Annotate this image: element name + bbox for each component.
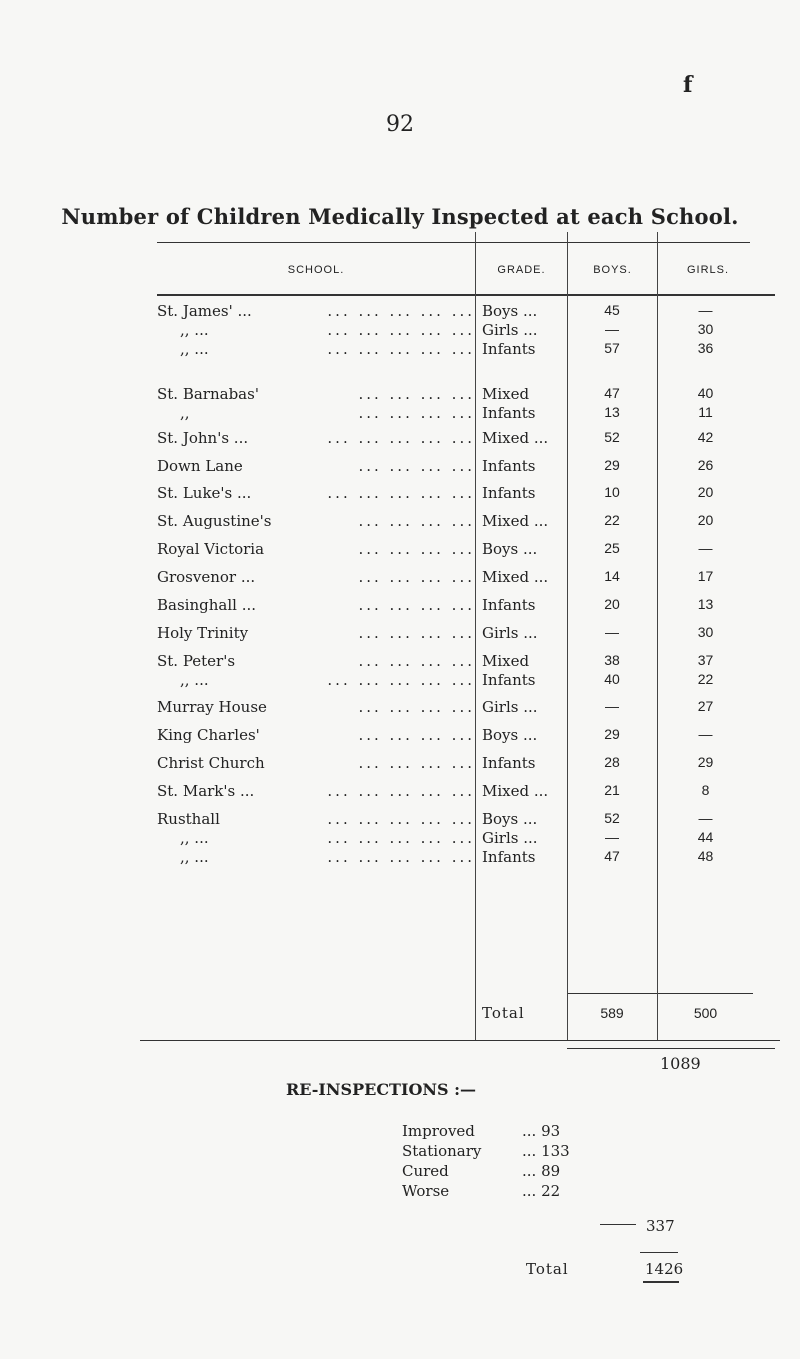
leader-dots: ... ... ... ... [358,698,475,716]
reinspection-row [402,1182,581,1200]
boys-cell: 47 [604,385,620,401]
leader-dots: ... ... ... ... [358,385,475,403]
table-row [0,404,800,424]
girls-cell: 20 [697,512,714,528]
girls-cell: — [698,302,713,318]
boys-cell: 45 [604,302,620,318]
grade-cell: Girls ... [482,698,538,716]
leader-dots: ... ... ... ... [358,624,475,642]
grade-cell: Boys ... [482,302,538,320]
table-row [0,484,800,504]
boys-cell: — [605,829,619,845]
school-cell: Basinghall ... [157,596,256,614]
leader-dots: ... ... ... ... [358,726,475,744]
school-cell: St. Barnabas' [157,385,259,403]
grade-cell: Boys ... [482,726,538,744]
reinspection-label: Stationary [402,1142,482,1160]
girls-cell: 20 [697,484,714,500]
girls-column-header: GIRLS. [686,264,730,276]
boys-cell: 29 [604,726,620,742]
grade-cell: Boys ... [482,810,538,828]
table-top-rule [157,242,750,243]
reinspections-heading: RE-INSPECTIONS :— [286,1080,477,1099]
table-row [0,754,800,774]
girls-cell: 30 [697,321,714,337]
total-top-rule-girls [658,993,753,994]
boys-cell: 20 [604,596,620,612]
grade-cell: Mixed [482,385,530,403]
leader-dots: ... ... ... ... [358,754,475,772]
table-row [0,652,800,672]
girls-cell: 8 [701,782,710,798]
school-cell: ,, ... [180,848,209,866]
table-bottom-rule [140,1040,780,1041]
school-cell: ,, ... [180,340,209,358]
boys-cell: 22 [604,512,620,528]
leader-dots: ... ... ... ... [358,596,475,614]
girls-cell: 26 [697,457,714,473]
reinspection-value: 93 [541,1122,561,1140]
grade-cell: Mixed ... [482,429,549,447]
girls-cell: 42 [697,429,714,445]
leader-dots: ... ... ... ... ... [327,671,475,689]
grade-cell: Girls ... [482,829,538,847]
reinspection-value: 22 [541,1182,561,1200]
girls-cell: 30 [697,624,714,640]
girls-cell: 37 [697,652,714,668]
grade-cell: Mixed ... [482,782,549,800]
boys-cell: 40 [604,671,620,687]
total-boys: 589 [600,1005,624,1021]
grade-cell: Infants [482,404,536,422]
leader-dots: ... [522,1162,537,1180]
grade-cell: Infants [482,671,536,689]
school-column-header: SCHOOL. [287,264,345,276]
girls-cell: — [698,726,713,742]
leader-dots: ... ... ... ... ... [327,302,475,320]
table-row [0,457,800,477]
grade-cell: Girls ... [482,624,538,642]
reinspection-subtotal: 337 [646,1217,675,1235]
table-row [0,540,800,560]
grade-cell: Infants [482,848,536,866]
girls-cell: — [698,810,713,826]
girls-cell: 48 [697,848,714,864]
reinspection-row [402,1162,581,1180]
school-cell: Holy Trinity [157,624,249,642]
boys-cell: 29 [604,457,620,473]
girls-cell: 17 [697,568,714,584]
total-top-rule [568,993,657,994]
grade-cell: Mixed [482,652,530,670]
leader-dots: ... ... ... ... [358,652,475,670]
table-row [0,726,800,746]
boys-cell: 52 [604,429,620,445]
leader-dots: ... ... ... ... ... [327,484,475,502]
reinspection-value: 133 [541,1142,570,1160]
boys-cell: 13 [604,404,620,420]
grade-cell: Infants [482,754,536,772]
leader-dots: ... [522,1122,537,1140]
grade-cell: Mixed ... [482,568,549,586]
leader-dots: ... ... ... ... ... [327,848,475,866]
school-cell: Christ Church [157,754,265,772]
total-label: Total [482,1004,525,1022]
leader-dots: ... ... ... ... ... [327,321,475,339]
boys-cell: — [605,624,619,640]
grade-cell: Mixed ... [482,512,549,530]
grade-cell: Girls ... [482,321,538,339]
boys-cell: 47 [604,848,620,864]
girls-cell: 29 [697,754,714,770]
final-total-rule [640,1252,678,1253]
grade-cell: Infants [482,484,536,502]
reinspection-row [402,1122,581,1140]
leader-dots: ... ... ... ... [358,457,475,475]
boys-cell: 10 [604,484,620,500]
school-cell: King Charles' [157,726,260,744]
table-row [0,671,800,691]
school-cell: St. Peter's [157,652,236,670]
header-bottom-rule [157,294,775,296]
grade-column-header: GRADE. [497,264,546,276]
table-row [0,596,800,616]
reinspection-row [402,1142,581,1160]
girls-cell: 11 [698,404,713,420]
girls-cell: 36 [697,340,714,356]
grade-cell: Infants [482,596,536,614]
table-row [0,568,800,588]
grand-total: 1089 [660,1054,701,1073]
boys-cell: 38 [604,652,620,668]
total-girls: 500 [693,1005,718,1021]
table-row [0,624,800,644]
girls-cell: 40 [697,385,714,401]
girls-cell: 44 [697,829,714,845]
school-cell: ,, ... [180,321,209,339]
boys-cell: 25 [604,540,620,556]
leader-dots: ... ... ... ... ... [327,429,475,447]
reinspection-sum-rule [600,1224,636,1225]
boys-cell: 28 [604,754,620,770]
leader-dots: ... [522,1142,537,1160]
school-cell: Down Lane [157,457,243,475]
leader-dots: ... ... ... ... [358,512,475,530]
page-title: Number of Children Medically Inspected at each School. [61,204,739,229]
reinspection-label: Worse [402,1182,450,1200]
table-row [0,810,800,830]
table-row [0,321,800,341]
reinspection-label: Improved [402,1122,475,1140]
school-cell: St. Mark's ... [157,782,255,800]
school-cell: Royal Victoria [157,540,265,558]
girls-cell: — [698,540,713,556]
school-cell: St. James' ... [157,302,252,320]
school-cell: ,, [180,404,190,422]
table-row [0,302,800,322]
table-row [0,848,800,868]
school-cell: Murray House [157,698,267,716]
table-row [0,340,800,360]
leader-dots: ... ... ... ... [358,568,475,586]
boys-column-header: BOYS. [593,264,632,276]
leader-dots: ... ... ... ... ... [327,340,475,358]
grade-cell: Boys ... [482,540,538,558]
boys-cell: 57 [604,340,620,356]
school-cell: St. John's ... [157,429,249,447]
school-cell: ,, ... [180,671,209,689]
table-row [0,782,800,802]
boys-cell: 21 [604,782,620,798]
table-row [0,429,800,449]
table-row [0,385,800,405]
school-cell: Grosvenor ... [157,568,256,586]
leader-dots: ... [522,1182,537,1200]
boys-cell: — [605,698,619,714]
leader-dots: ... ... ... ... [358,540,475,558]
table-row [0,829,800,849]
boys-cell: 52 [604,810,620,826]
school-cell: ,, ... [180,829,209,847]
leader-dots: ... ... ... ... ... [327,810,475,828]
page-number: 92 [386,112,414,137]
girls-cell: 22 [697,671,714,687]
reinspection-label: Cured [402,1162,449,1180]
final-total-value: 1426 [645,1260,684,1278]
grade-cell: Infants [482,340,536,358]
leader-dots: ... ... ... ... ... [327,782,475,800]
school-cell: Rusthall [157,810,220,828]
brace-rule [567,1048,775,1049]
leader-dots: ... ... ... ... [358,404,475,422]
leader-dots: ... ... ... ... ... [327,829,475,847]
boys-cell: — [605,321,619,337]
corner-mark: f [683,72,693,98]
boys-cell: 14 [604,568,620,584]
table-row [0,512,800,532]
final-total-label: Total [526,1260,569,1278]
grade-cell: Infants [482,457,536,475]
table-row [0,698,800,718]
girls-cell: 27 [697,698,714,714]
final-double-rule [643,1281,679,1283]
school-cell: St. Luke's ... [157,484,252,502]
school-cell: St. Augustine's [157,512,272,530]
girls-cell: 13 [697,596,714,612]
reinspection-value: 89 [541,1162,561,1180]
